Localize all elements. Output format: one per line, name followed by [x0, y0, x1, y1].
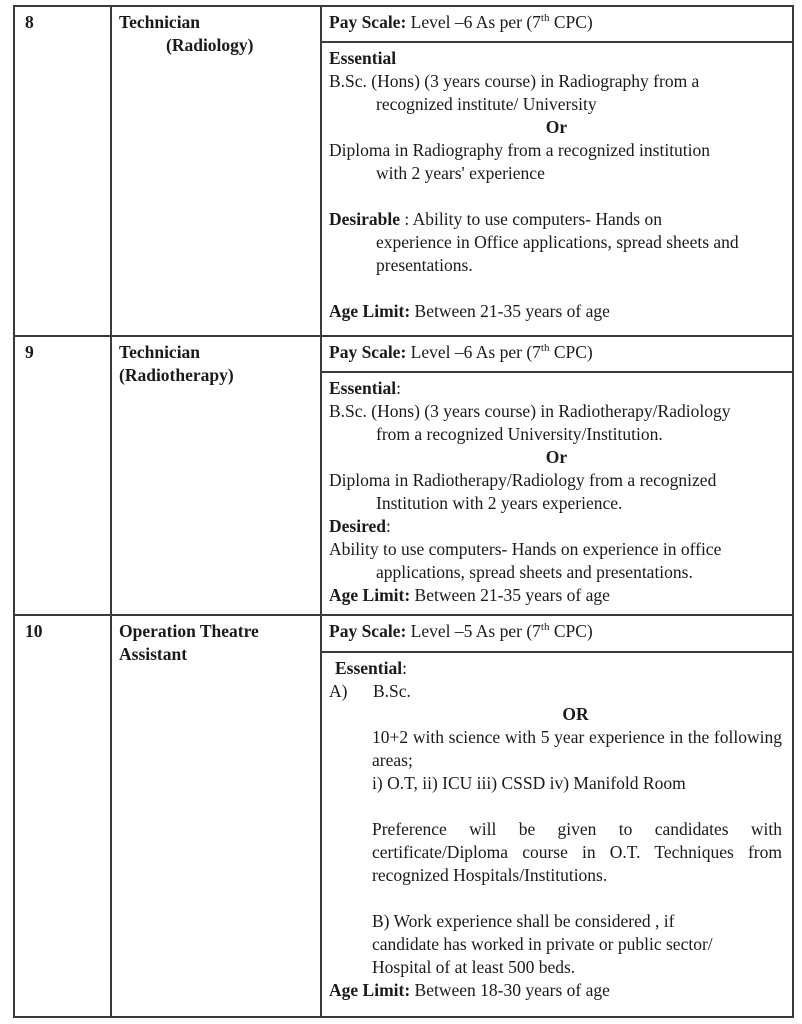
essential-line: recognized institute/ University — [376, 94, 597, 114]
age-limit-label: Age Limit: — [329, 980, 411, 1000]
age-limit-label: Age Limit: — [329, 301, 411, 321]
areas-list: i) O.T, ii) ICU iii) CSSD iv) Manifold Room — [372, 773, 686, 793]
age-limit-text: Between 18-30 years of age — [410, 980, 610, 1000]
pay-scale-cell — [320, 614, 794, 651]
post-name-line1: Operation Theatre — [119, 621, 259, 641]
desired-label: Desired — [329, 516, 387, 536]
desired-colon: : — [386, 516, 391, 536]
post-name-cell — [110, 614, 320, 1018]
pay-scale-suffix: CPC) — [549, 12, 593, 32]
essential-line: B.Sc. (Hons) (3 years course) in Radiotherapy/Radiology — [329, 401, 731, 421]
or-separator: Or — [545, 447, 568, 467]
serial-number-cell — [13, 5, 110, 335]
desirable-text: : Ability to use computers- Hands on — [399, 209, 662, 229]
age-limit-label: Age Limit: — [329, 585, 411, 605]
post-name-cell — [110, 335, 320, 614]
table-row-10 — [13, 614, 794, 1018]
table-row-8 — [13, 5, 794, 335]
qualifications-cell — [320, 651, 794, 1018]
post-name-line2: (Radiotherapy) — [119, 365, 234, 385]
serial-number: 10 — [25, 621, 43, 641]
alternative-line: with 2 years' experience — [376, 163, 545, 183]
alternative-text: 10+2 with science with 5 year experience in the following areas; — [372, 727, 782, 770]
age-limit-text: Between 21-35 years of age — [410, 301, 610, 321]
qualifications-cell — [320, 371, 794, 614]
option-a-marker: A) — [329, 681, 348, 701]
pay-scale-text: Level –5 As per (7 — [410, 621, 541, 641]
essential-colon: : — [402, 658, 407, 678]
pay-scale-text: Level –6 As per (7 — [410, 12, 541, 32]
pay-scale-suffix: CPC) — [549, 342, 593, 362]
serial-number: 9 — [25, 342, 34, 362]
desired-line: Ability to use computers- Hands on experience in office — [329, 539, 722, 559]
pay-scale-cell — [320, 5, 794, 41]
pay-scale-cell — [320, 335, 794, 371]
post-name-cell — [110, 5, 320, 335]
pay-scale-label: Pay Scale: — [329, 12, 407, 32]
pay-scale-label: Pay Scale: — [329, 342, 407, 362]
serial-number-cell — [13, 614, 110, 1018]
desirable-line: presentations. — [376, 255, 473, 275]
essential-line: from a recognized University/Institution. — [376, 424, 663, 444]
desirable-label: Desirable — [329, 209, 400, 229]
pay-scale-sup: th — [540, 621, 550, 633]
essential-label: Essential — [335, 658, 403, 678]
age-limit-text: Between 21-35 years of age — [410, 585, 610, 605]
essential-label: Essential — [329, 378, 397, 398]
or-separator: OR — [562, 704, 589, 724]
pay-scale-sup: th — [540, 12, 550, 24]
pay-scale-sup: th — [540, 342, 550, 354]
desired-line: applications, spread sheets and presentations. — [376, 562, 693, 582]
alternative-line: Diploma in Radiography from a recognized institution — [329, 140, 711, 160]
essential-label: Essential — [329, 48, 397, 68]
option-b-line: B) Work experience shall be considered , if — [372, 911, 675, 931]
alternative-line: Diploma in Radiotherapy/Radiology from a recognized — [329, 470, 717, 490]
preference-text: Preference will be given to candidates with certificate/Diploma course in O.T. Techniques from recognized Hospitals/Institutions. — [372, 819, 782, 885]
table-row-9 — [13, 335, 794, 614]
desirable-line: experience in Office applications, spread sheets and — [376, 232, 739, 252]
post-name-line1: Technician — [119, 12, 201, 32]
pay-scale-text: Level –6 As per (7 — [410, 342, 541, 362]
qualifications-cell — [320, 41, 794, 335]
serial-number: 8 — [25, 12, 34, 32]
post-name-line2: Assistant — [119, 644, 188, 664]
post-name-line1: Technician — [119, 342, 201, 362]
essential-line: B.Sc. (Hons) (3 years course) in Radiography from a — [329, 71, 700, 91]
option-b-line: Hospital of at least 500 beds. — [372, 957, 576, 977]
pay-scale-suffix: CPC) — [549, 621, 593, 641]
alternative-line: Institution with 2 years experience. — [376, 493, 623, 513]
option-b-line: candidate has worked in private or public sector/ — [372, 934, 713, 954]
essential-colon: : — [396, 378, 401, 398]
pay-scale-label: Pay Scale: — [329, 621, 407, 641]
option-a-text: B.Sc. — [373, 681, 411, 701]
serial-number-cell — [13, 335, 110, 614]
or-separator: Or — [545, 117, 568, 137]
post-name-line2: (Radiology) — [166, 35, 254, 55]
